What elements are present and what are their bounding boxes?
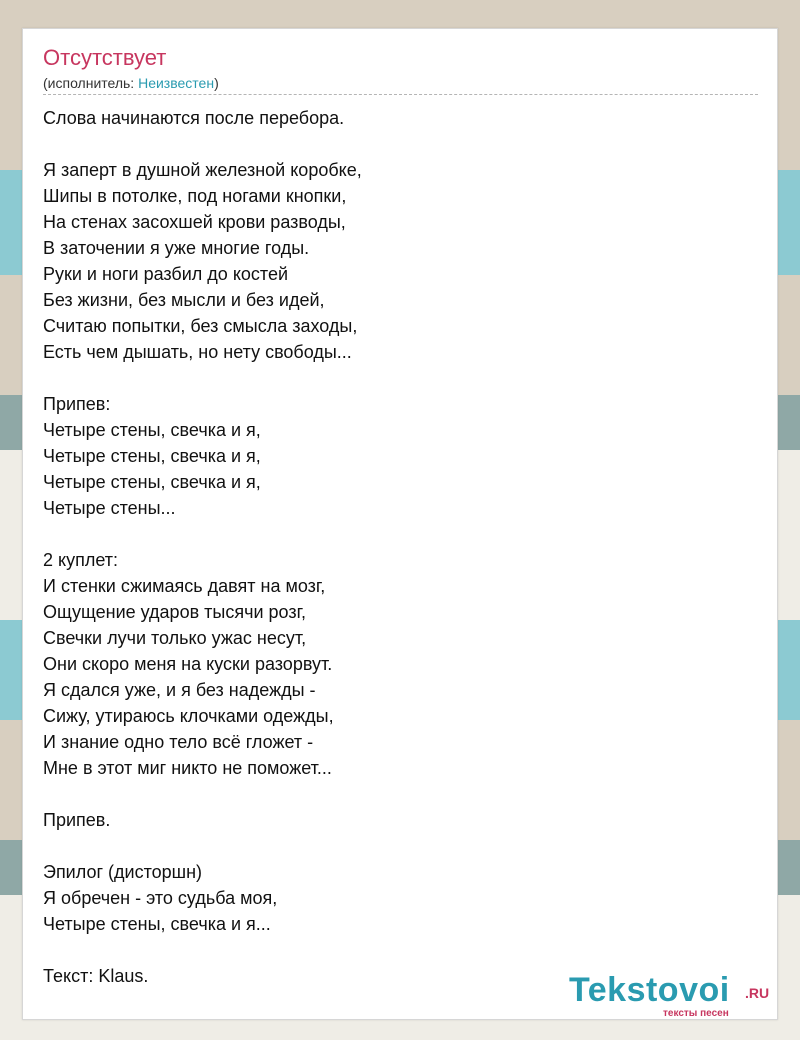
lyric-line: На стенах засохшей крови разводы, (43, 212, 346, 232)
lyric-line (43, 781, 758, 807)
lyric-line: Четыре стены, свечка и я... (43, 914, 271, 934)
artist-line (43, 75, 219, 91)
lyric-line (43, 521, 758, 547)
song-title: Отсутствует (43, 45, 167, 70)
lyric-line: Ощущение ударов тысячи розг, (43, 602, 306, 622)
lyric-line (43, 365, 758, 391)
lyric-line: Я заперт в душной железной коробке, (43, 160, 362, 180)
lyric-line: Слова начинаются после перебора. (43, 108, 345, 128)
lyric-line: Припев: (43, 394, 111, 414)
lyric-line: Припев. (43, 810, 111, 830)
lyrics-text (43, 105, 758, 989)
logo-tld: .RU (745, 985, 770, 1001)
lyric-line: Четыре стены, свечка и я, (43, 420, 261, 440)
lyric-line: Сижу, утираюсь клочками одежды, (43, 706, 334, 726)
site-logo[interactable] (569, 971, 769, 1019)
lyric-line: Я обречен - это судьба моя, (43, 888, 278, 908)
lyric-line: Четыре стены, свечка и я, (43, 446, 261, 466)
lyric-line: 2 куплет: (43, 550, 118, 570)
lyric-line (43, 833, 758, 859)
lyric-line: Текст: Klaus. (43, 966, 149, 986)
lyric-line (43, 131, 758, 157)
lyric-line: Они скоро меня на куски разорвут. (43, 654, 333, 674)
title-divider (43, 94, 758, 95)
lyric-line: И стенки сжимаясь давят на мозг, (43, 576, 326, 596)
lyric-line: Эпилог (дисторшн) (43, 862, 203, 882)
lyrics-card (22, 28, 778, 1020)
logo-tagline: тексты песен (663, 1008, 729, 1019)
lyric-line: Без жизни, без мысли и без идей, (43, 290, 325, 310)
lyric-line: Есть чем дышать, но нету свободы... (43, 342, 352, 362)
lyric-line: В заточении я уже многие годы. (43, 238, 310, 258)
lyric-line: Руки и ноги разбил до костей (43, 264, 289, 284)
lyric-line: Я сдался уже, и я без надежды - (43, 680, 316, 700)
lyric-line: И знание одно тело всё гложет - (43, 732, 314, 752)
artist-suffix: ) (214, 75, 219, 91)
logo-word: Tekstovoi (569, 971, 730, 1009)
lyric-line: Мне в этот миг никто не поможет... (43, 758, 332, 778)
lyric-line (43, 937, 758, 963)
lyric-line: Четыре стены... (43, 498, 176, 518)
lyric-line: Четыре стены, свечка и я, (43, 472, 261, 492)
lyric-line: Шипы в потолке, под ногами кнопки, (43, 186, 347, 206)
lyric-line: Считаю попытки, без смысла заходы, (43, 316, 358, 336)
artist-link[interactable]: Неизвестен (138, 75, 215, 91)
lyric-line: Свечки лучи только ужас несут, (43, 628, 307, 648)
artist-prefix: (исполнитель: (43, 75, 139, 91)
